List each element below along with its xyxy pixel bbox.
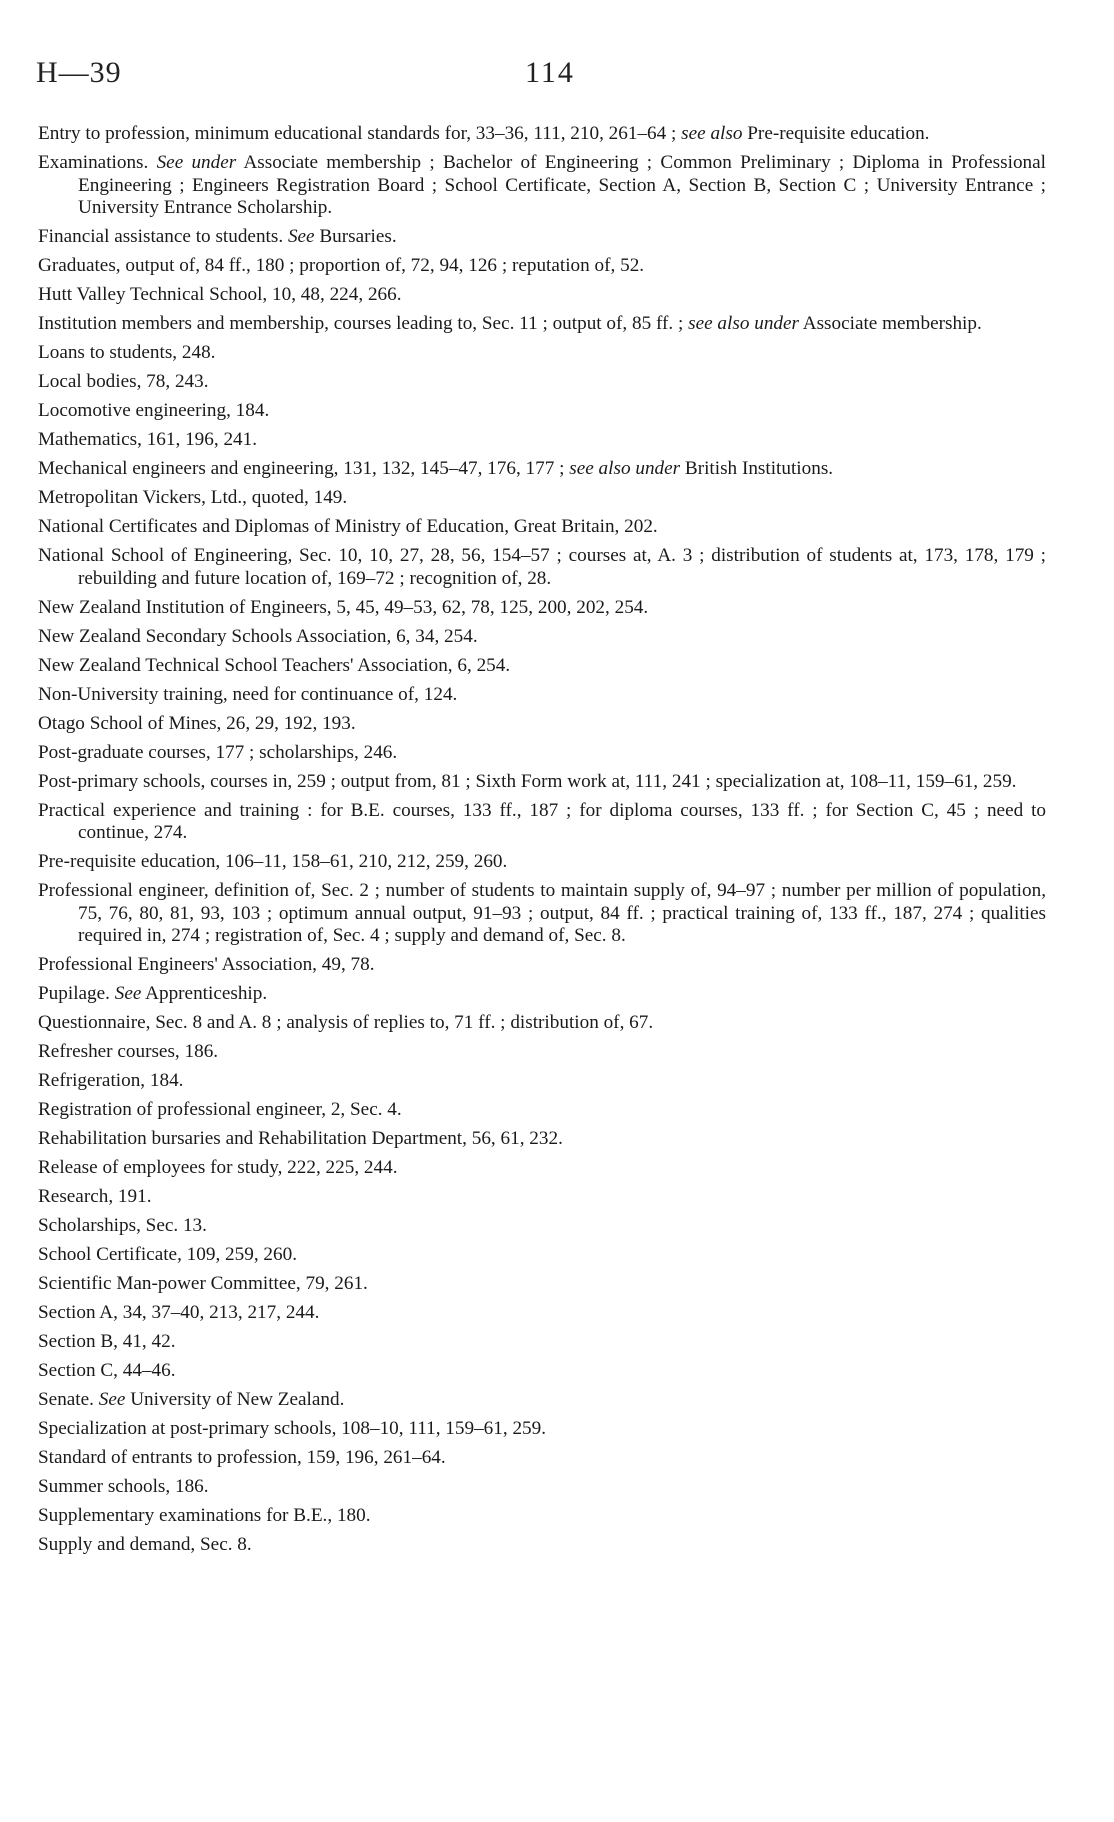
index-entry [38,800,1046,845]
entry-text: Professional engineer, definition of, Sec. 2 ; number of students to maintain supply of, 94–97 ; number per million of population, 75, 76, 80, 81, 93, 103 ; optimum annual output, 91–93 ; output, 84 ff. ; practical training of, 133 ff., 187, 274 ; qualities required in, 274 ; registration of, Sec. 4 ; supply and demand of, Sec. 8. [38,880,1046,946]
index-entry [38,655,1046,678]
index-entry [38,313,1046,336]
entry-text: Refrigeration, 184. [38,1070,184,1091]
entry-text: Post-graduate courses, 177 ; scholarships, 246. [38,741,398,763]
index-entry [38,123,1046,146]
index-entry [38,1041,1046,1064]
entry-text: Mechanical engineers and engineering, 131, 132, 145–47, 176, 177 ; [38,458,570,479]
entry-text: New Zealand Technical School Teachers' Association, 6, 254. [38,654,511,676]
entry-text: Local bodies, 78, 243. [38,371,209,392]
cross-reference-label: see also [681,123,743,144]
cross-reference-label: See under [156,152,237,173]
entry-text: Metropolitan Vickers, Ltd., quoted, 149. [38,487,348,508]
entry-text: Graduates, output of, 84 ff., 180 ; proportion of, 72, 94, 126 ; reputation of, 52. [38,255,645,276]
index-entry [38,255,1046,278]
index-entry [38,771,1046,794]
cross-reference-label: See [114,983,142,1004]
index-entry [38,1534,1046,1557]
entry-text: School Certificate, 109, 259, 260. [38,1244,297,1265]
document-reference: H—39 [36,56,122,89]
cross-reference-label: see also under [569,458,681,479]
entry-text: Section B, 41, 42. [38,1331,176,1352]
page-header [36,56,1074,96]
entry-text: Entry to profession, minimum educational standards for, 33–36, 111, 210, 261–64 ; [38,123,682,144]
entry-text: Practical experience and training : for B.E. courses, 133 ff., 187 ; for diploma courses, 133 ff. ; for Section C, 45 ; need to continue, 274. [38,799,1046,843]
index-entry [38,1186,1046,1209]
index-entry [38,851,1046,874]
entry-text: Supplementary examinations for B.E., 180. [38,1505,371,1526]
entry-text: Financial assistance to students. [38,226,288,247]
index-entry [38,684,1046,707]
entry-text: Specialization at post-primary schools, 108–10, 111, 159–61, 259. [38,1418,547,1439]
entry-text: Loans to students, 248. [38,342,216,363]
index-entry [38,1215,1046,1238]
index-entry [38,1331,1046,1354]
index-entry [38,1505,1046,1528]
cross-reference-label: See [98,1389,126,1410]
index-entry [38,284,1046,307]
index-entry [38,742,1046,765]
entry-text: National Certificates and Diplomas of Ministry of Education, Great Britain, 202. [38,516,658,537]
index-entry [38,1157,1046,1180]
entry-text: Senate. [38,1389,99,1410]
index-entry [38,516,1046,539]
index-entry [38,1244,1046,1267]
entry-text: Professional Engineers' Association, 49, 78. [38,954,375,975]
index-entry [38,371,1046,394]
index-entry [38,1128,1046,1151]
index-entry [38,342,1046,365]
entry-text: National School of Engineering, Sec. 10, 10, 27, 28, 56, 154–57 ; courses at, A. 3 ; distribution of students at, 173, 178, 179 ; rebuilding and future location of, 169–72 ; recognition of, 28. [38,545,1046,589]
entry-text: Scientific Man-power Committee, 79, 261. [38,1273,368,1294]
index-entry [38,1273,1046,1296]
index-entry [38,487,1046,510]
index-entry [38,1447,1046,1470]
entry-text: Scholarships, Sec. 13. [38,1215,207,1236]
index-entry [38,954,1046,977]
entry-text: Pupilage. [38,983,115,1004]
index-entry [38,1418,1046,1441]
entry-text: Bursaries. [314,226,397,247]
entry-text: Hutt Valley Technical School, 10, 48, 224, 266. [38,284,402,305]
entry-text: Supply and demand, Sec. 8. [38,1534,252,1555]
entry-text: Registration of professional engineer, 2, Sec. 4. [38,1099,402,1120]
entry-text: New Zealand Institution of Engineers, 5, 45, 49–53, 62, 78, 125, 200, 202, 254. [38,596,649,618]
entry-text: Refresher courses, 186. [38,1041,219,1062]
index-entry [38,1476,1046,1499]
index-entry [38,880,1046,948]
entry-text: Pre-requisite education. [742,123,930,144]
index-entry [38,713,1046,736]
entry-text: Pre-requisite education, 106–11, 158–61, 210, 212, 259, 260. [38,851,508,872]
index-entry [38,1360,1046,1383]
index-entry [38,429,1046,452]
entry-text: Post-primary schools, courses in, 259 ; output from, 81 ; Sixth Form work at, 111, 241 ; specialization at, 108–11, 159–61, 259. [38,770,1017,792]
index-entries [38,123,1046,1563]
entry-text: Locomotive engineering, 184. [38,400,270,421]
entry-text: Associate membership ; Bachelor of Engineering ; Common Preliminary ; Diploma in Professional Engineering ; Engineers Registration Board ; School Certificate, Section A, Section B, Section C ; University Entrance ; University Entrance Scholarship. [78,152,1046,218]
entry-text: Mathematics, 161, 196, 241. [38,429,258,450]
entry-text: Examinations. [38,152,157,173]
index-entry [38,400,1046,423]
entry-text: Otago School of Mines, 26, 29, 192, 193. [38,712,356,734]
page-number: 114 [525,56,575,89]
entry-text: New Zealand Secondary Schools Association, 6, 34, 254. [38,625,478,647]
entry-text: Section A, 34, 37–40, 213, 217, 244. [38,1302,320,1323]
index-entry [38,1070,1046,1093]
entry-text: Release of employees for study, 222, 225, 244. [38,1157,398,1178]
index-entry [38,1012,1046,1035]
index-entry [38,626,1046,649]
entry-text: Associate membership. [798,313,982,334]
index-entry [38,545,1046,590]
entry-text: Rehabilitation bursaries and Rehabilitation Department, 56, 61, 232. [38,1128,563,1149]
entry-text: British Institutions. [680,458,834,479]
entry-text: Non-University training, need for continuance of, 124. [38,683,458,705]
entry-text: Summer schools, 186. [38,1476,209,1497]
index-entry [38,1302,1046,1325]
index-entry [38,597,1046,620]
entry-text: Institution members and membership, courses leading to, Sec. 11 ; output of, 85 ff. ; [38,313,689,334]
entry-text: Section C, 44–46. [38,1360,176,1381]
cross-reference-label: see also under [688,313,799,334]
cross-reference-label: See [287,226,315,247]
index-entry [38,226,1046,249]
index-entry [38,1389,1046,1412]
entry-text: Standard of entrants to profession, 159, 196, 261–64. [38,1447,446,1468]
entry-text: Questionnaire, Sec. 8 and A. 8 ; analysis of replies to, 71 ff. ; distribution of, 67. [38,1012,654,1033]
entry-text: Apprenticeship. [141,983,268,1004]
index-entry [38,152,1046,220]
index-entry [38,1099,1046,1122]
index-entry [38,983,1046,1006]
index-entry [38,458,1046,481]
entry-text: University of New Zealand. [125,1389,345,1410]
entry-text: Research, 191. [38,1186,152,1207]
